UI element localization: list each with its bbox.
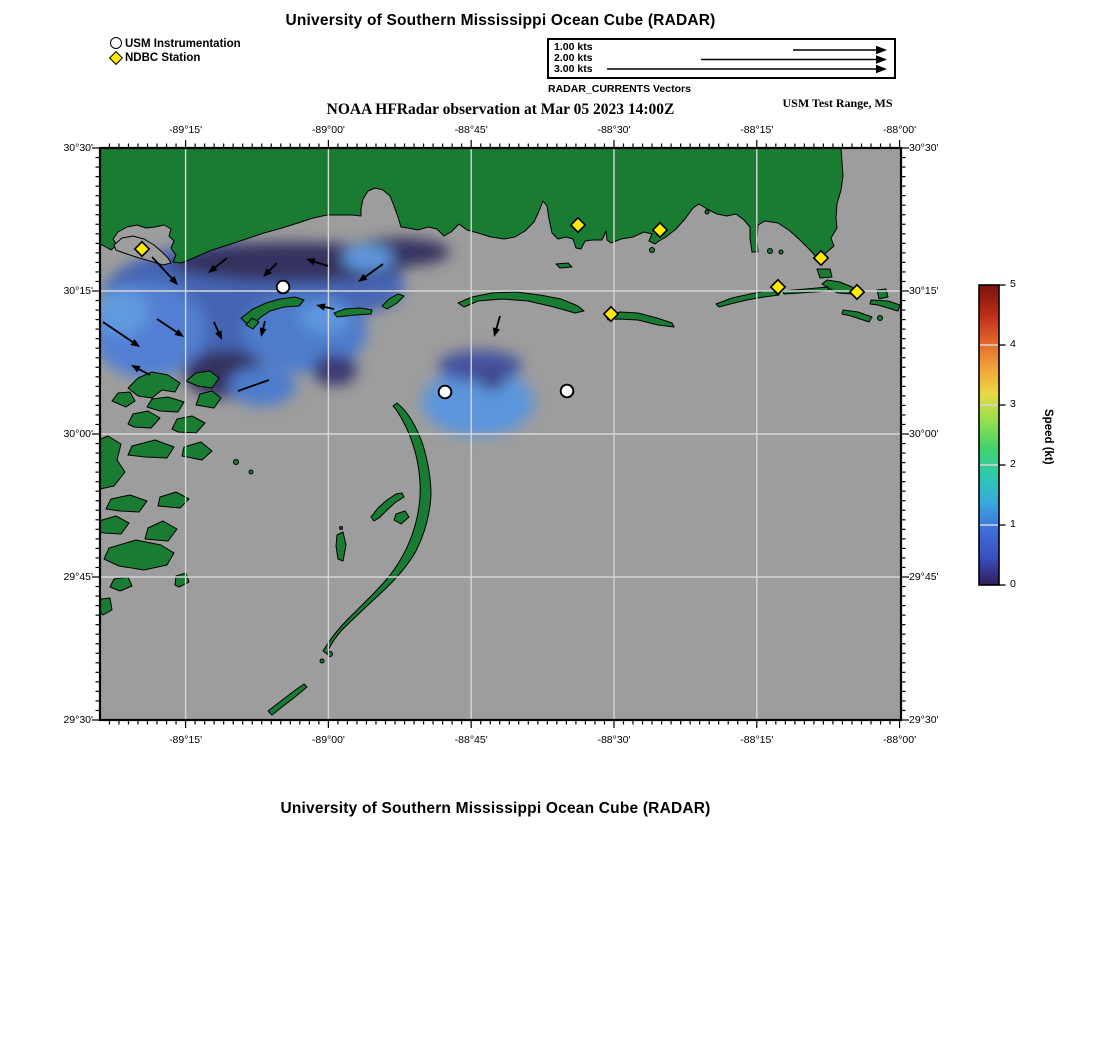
lat-tick-label: 29°30'	[63, 714, 93, 726]
legend-item-ndbc-label: NDBC Station	[125, 52, 201, 64]
observation-subtitle: NOAA HFRadar observation at Mar 05 2023 14:00Z	[326, 101, 675, 118]
vector-scale-arrows	[607, 46, 887, 73]
colorbar-title: Speed (kt)	[1042, 409, 1054, 465]
lat-tick-label: 29°30'	[909, 714, 939, 726]
lat-tick-label: 29°45'	[909, 571, 939, 583]
colorbar-tick-label: 4	[1010, 338, 1016, 350]
usm-instrumentation-marker	[277, 281, 290, 294]
lon-tick-label: -88°00'	[883, 734, 917, 746]
colorbar-tick-label: 5	[1010, 278, 1016, 290]
lat-tick-label: 30°15'	[63, 285, 93, 297]
colorbar-tick-label: 3	[1010, 398, 1016, 410]
footer-title: University of Southern Mississippi Ocean Cube (RADAR)	[280, 800, 711, 817]
test-range-label: USM Test Range, MS	[782, 96, 893, 110]
vector-scale-arrow	[701, 55, 887, 63]
lat-tick-label: 29°45'	[63, 571, 93, 583]
lon-tick-label: -88°15'	[740, 124, 774, 136]
vector-scale-arrow	[607, 65, 887, 73]
lat-tick-label: 30°00'	[63, 428, 93, 440]
lon-tick-label: -89°00'	[311, 734, 345, 746]
vector-scale-1kt-label: 1.00 kts	[554, 41, 593, 53]
colorbar-tick-label: 0	[1010, 578, 1016, 590]
colorbar-tick-label: 1	[1010, 518, 1016, 530]
lat-tick-label: 30°00'	[909, 428, 939, 440]
page-title: University of Southern Mississippi Ocean Cube (RADAR)	[285, 12, 716, 29]
colorbar-tick-label: 2	[1010, 458, 1016, 470]
vector-legend-caption: RADAR_CURRENTS Vectors	[548, 83, 691, 95]
lon-tick-label: -88°45'	[454, 124, 488, 136]
usm-instrumentation-marker	[561, 385, 574, 398]
lon-tick-label: -88°45'	[454, 734, 488, 746]
lon-tick-label: -88°30'	[597, 124, 631, 136]
vector-scale-2kt-label: 2.00 kts	[554, 52, 593, 64]
lon-tick-label: -89°00'	[311, 124, 345, 136]
vector-scale-arrow	[793, 46, 887, 54]
lat-tick-label: 30°30'	[909, 142, 939, 154]
legend-item-usm-label: USM Instrumentation	[125, 38, 241, 50]
lon-tick-label: -88°00'	[883, 124, 917, 136]
lat-tick-label: 30°15'	[909, 285, 939, 297]
colorbar-gradient	[979, 285, 999, 585]
lon-tick-label: -89°15'	[169, 124, 203, 136]
lon-tick-label: -88°30'	[597, 734, 631, 746]
usm-instrumentation-marker	[439, 386, 452, 399]
lat-tick-label: 30°30'	[63, 142, 93, 154]
vector-scale-3kt-label: 3.00 kts	[554, 63, 593, 75]
lon-tick-label: -89°15'	[169, 734, 203, 746]
lon-tick-label: -88°15'	[740, 734, 774, 746]
colorbar	[979, 285, 1006, 585]
fort-morgan-blob	[817, 269, 832, 278]
